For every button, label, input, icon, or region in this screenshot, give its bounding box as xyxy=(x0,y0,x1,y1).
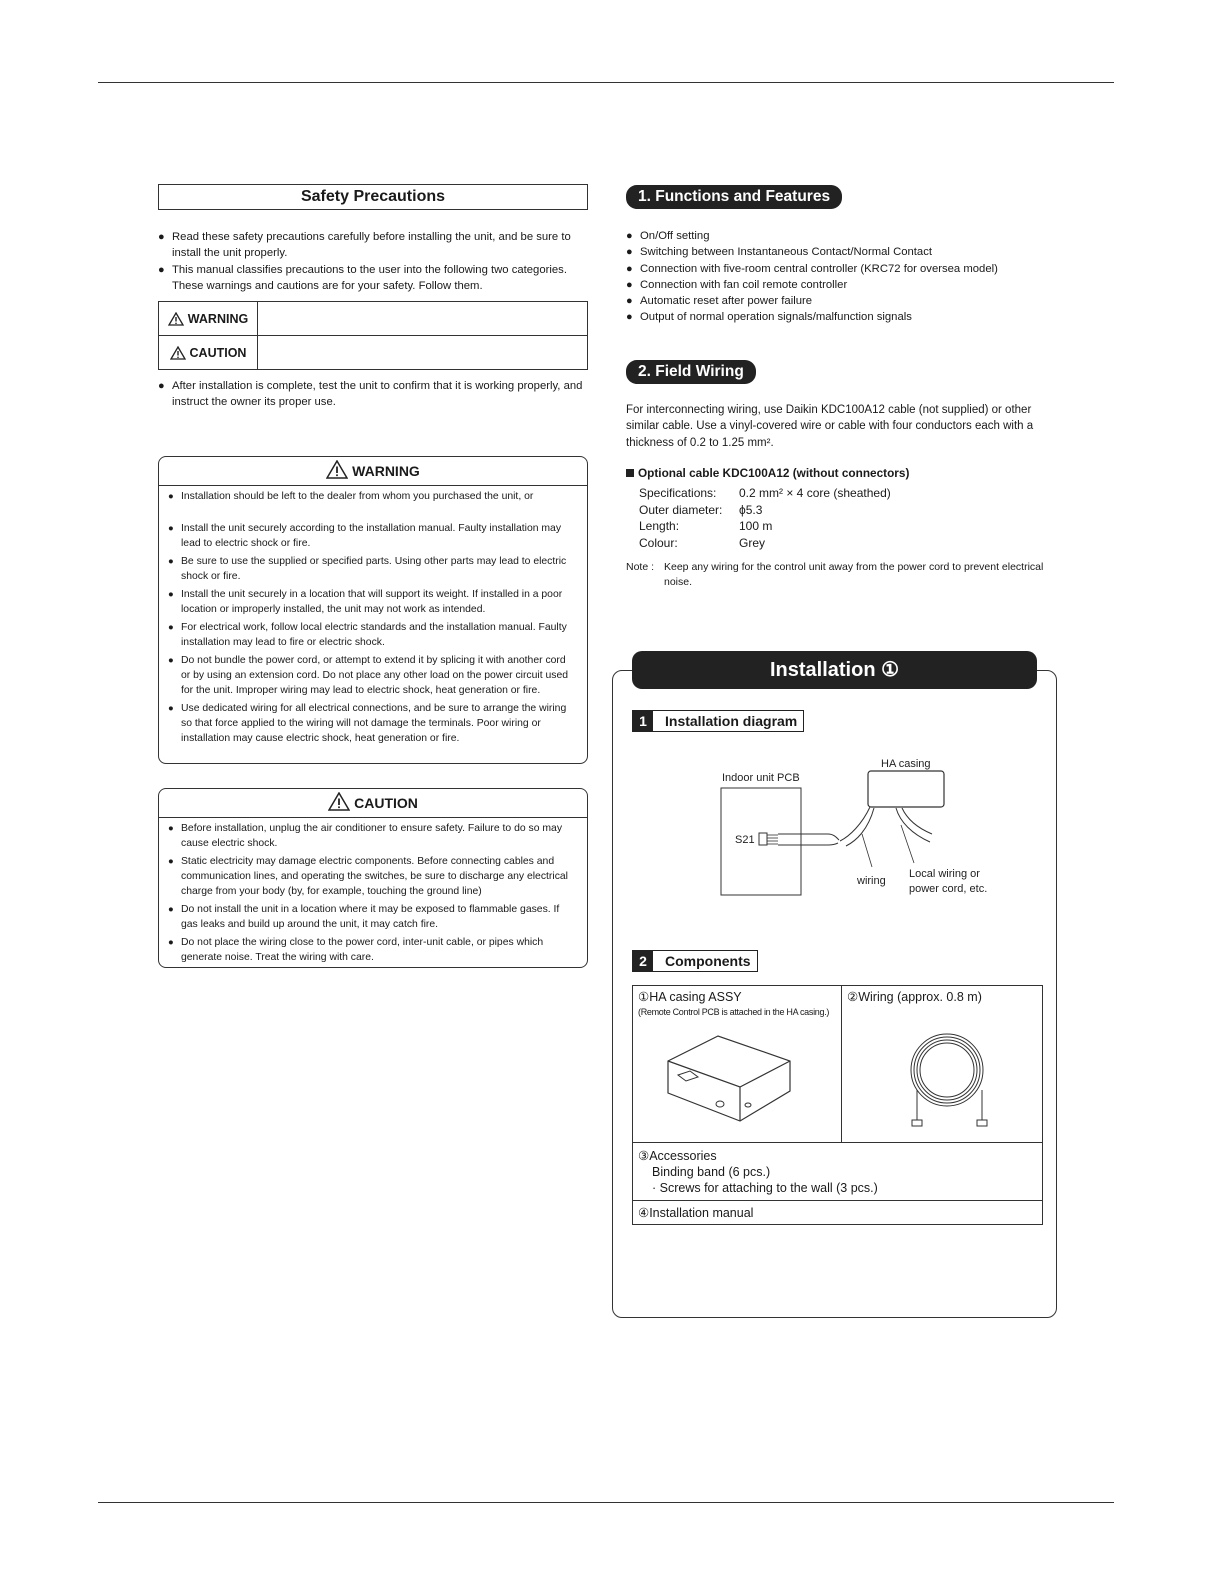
spec-label: Outer diameter: xyxy=(639,502,723,517)
list-item: ● Do not place the wiring close to the power cord, inter-unit cable, or pipes which generate noise. Treat the wiring with care. xyxy=(159,935,577,965)
table-row xyxy=(633,1143,1043,1201)
wiring-coil-illustration xyxy=(847,1008,1037,1133)
component-cell-3 xyxy=(633,1143,1043,1201)
table-row xyxy=(633,986,1043,1143)
installation-title-bar xyxy=(632,651,1037,689)
warning-triangle-icon xyxy=(168,312,184,326)
list-item: ● Connection with five-room central controller (KRC72 for oversea model) xyxy=(626,261,1066,277)
safety-intro xyxy=(158,229,586,294)
power-cord-label: power cord, etc. xyxy=(909,883,988,895)
wiring-note xyxy=(626,560,1046,590)
diagram-number: 1 xyxy=(633,711,653,731)
warning-desc-cell xyxy=(258,302,588,336)
list-item: ● This manual classifies precautions to the user into the following two categories. These warnings and cautions are for your safety. Follow them. xyxy=(158,262,586,295)
top-rule xyxy=(98,82,1114,83)
caution-triangle-icon xyxy=(170,346,186,360)
note-text: Keep any wiring for the control unit away from the power cord to prevent electrical noise. xyxy=(664,561,1044,588)
component-3-item: Binding band (6 pcs.) xyxy=(652,1165,771,1179)
components-heading xyxy=(632,950,758,972)
ha-casing-label: HA casing xyxy=(881,758,931,770)
caution-label: CAUTION xyxy=(189,345,247,360)
safety-title-box xyxy=(158,184,588,210)
list-item: ● Switching between Instantaneous Contact/Normal Contact xyxy=(626,244,1066,260)
connector-pins xyxy=(767,835,778,844)
list-item: ● Connection with fan coil remote controller xyxy=(626,277,1066,293)
caution-cell xyxy=(159,336,258,370)
component-cell-4 xyxy=(633,1201,1043,1225)
list-item: ● Install the unit securely in a location that will support its weight. If installed in a poor location or improperly installed, the unit may not work as intended. xyxy=(159,587,577,617)
cable-heading-text: Optional cable KDC100A12 (without connectors) xyxy=(638,466,910,480)
spec-label: Length: xyxy=(639,519,680,533)
caution-box xyxy=(158,788,588,968)
list-item: ● Installation should be left to the dealer from whom you purchased the unit, or xyxy=(159,489,577,504)
cable-spec-table xyxy=(639,485,891,551)
caution-box-title: CAUTION xyxy=(354,795,418,811)
spec-row xyxy=(639,502,891,519)
list-item: ● Use dedicated wiring for all electrical connections, and be sure to arrange the wiring so that force applied to the wiring will not damage the terminals. Poor wiring or installation may cause electric shock, heat generation or fire. xyxy=(159,701,577,746)
components-table xyxy=(632,985,1043,1225)
component-cell-1 xyxy=(633,986,842,1143)
component-cell-2 xyxy=(842,986,1043,1143)
list-item: ● Do not bundle the power cord, or attempt to extend it by splicing it with another cord or by using an extension cord. Do not place any other load on the power circuit used for the unit. Improper wiring may lead to electric shock, heat generation or fire. xyxy=(159,653,577,698)
functions-list xyxy=(626,228,1066,326)
diagram-heading xyxy=(632,710,804,732)
field-wiring-title: 2. Field Wiring xyxy=(626,360,756,384)
spec-label: Colour: xyxy=(639,535,678,550)
list-item: ● Static electricity may damage electric components. Before connecting cables and communication lines, and operating the switches, be sure to discharge any electrical charge from your body (by, for example, touching the ground line) xyxy=(159,854,577,899)
components-title: Components xyxy=(665,953,751,969)
wiring-paragraph: For interconnecting wiring, use Daikin KDC100A12 cable (not supplied) or other similar cable. Use a vinyl-covered wire or cable with four conductors each with a thickness of 0.2 to 1.25 mm². xyxy=(626,404,1034,449)
caution-desc-cell xyxy=(258,336,588,370)
spec-label: Specifications: xyxy=(639,486,717,500)
spec-row xyxy=(639,485,891,502)
caution-triangle-icon xyxy=(328,792,350,811)
components-number: 2 xyxy=(633,951,653,971)
s21-connector-shape xyxy=(759,833,767,845)
warning-box-title: WARNING xyxy=(352,463,420,479)
safety-title: Safety Precautions xyxy=(300,188,446,205)
local-wiring-label: Local wiring or xyxy=(909,868,980,880)
spec-value: ϕ5.3 xyxy=(739,502,763,517)
spec-value: Grey xyxy=(739,535,766,550)
component-2-label: ②Wiring (approx. 0.8 m) xyxy=(847,990,982,1004)
ha-casing-shape xyxy=(868,771,944,807)
cable-heading xyxy=(626,466,909,480)
list-item: ● After installation is complete, test the unit to confirm that it is working properly, and instruct the owner its proper use. xyxy=(158,378,586,411)
note-label: Note : xyxy=(626,561,655,573)
functions-title: 1. Functions and Features xyxy=(626,185,842,209)
list-item: ● Be sure to use the supplied or specified parts. Using other parts may lead to electric shock or fire. xyxy=(159,554,577,584)
bottom-rule xyxy=(98,1502,1114,1503)
list-item: ● Read these safety precautions carefully before installing the unit, and be sure to install the unit properly. xyxy=(158,229,586,262)
s21-label: S21 xyxy=(735,834,755,846)
component-3-item: · Screws for attaching to the wall (3 pcs.) xyxy=(652,1181,878,1195)
wiring-label: wiring xyxy=(857,875,886,887)
list-item: ● Automatic reset after power failure xyxy=(626,293,1066,309)
component-1-label: ①HA casing ASSY xyxy=(638,990,742,1004)
component-3-label: ③Accessories xyxy=(638,1149,717,1163)
diagram-title: Installation diagram xyxy=(665,713,798,729)
list-item: ● Output of normal operation signals/malfunction signals xyxy=(626,309,1066,325)
ha-casing-illustration xyxy=(638,1021,828,1131)
list-item: ● Do not install the unit in a location where it may be exposed to flammable gases. If gas leaks and build up around the unit, it may catch fire. xyxy=(159,902,577,932)
after-install-note xyxy=(158,378,586,411)
spec-value: 0.2 mm² × 4 core (sheathed) xyxy=(739,486,891,500)
warning-triangle-icon xyxy=(326,460,348,479)
pcb-label: Indoor unit PCB xyxy=(722,772,800,784)
warning-cell xyxy=(159,302,258,336)
warning-box-header xyxy=(159,457,587,486)
warning-label: WARNING xyxy=(187,311,249,326)
installation-title: Installation ① xyxy=(769,659,900,681)
list-item: ● On/Off setting xyxy=(626,228,1066,244)
table-row xyxy=(633,1201,1043,1225)
list-item: ● Before installation, unplug the air conditioner to ensure safety. Failure to do so may cause electric shock. xyxy=(159,821,577,851)
installation-diagram xyxy=(700,750,1020,905)
category-table xyxy=(158,301,588,370)
list-item: ● Install the unit securely according to the installation manual. Faulty installation may lead to electric shock or fire. xyxy=(159,521,577,551)
spec-value: 100 m xyxy=(739,519,773,533)
spec-row xyxy=(639,535,891,552)
leader-lines xyxy=(862,825,914,867)
indoor-pcb-shape xyxy=(721,788,801,895)
warning-box xyxy=(158,456,588,764)
component-4-label: ④Installation manual xyxy=(638,1206,754,1220)
spec-row xyxy=(639,518,891,535)
square-bullet-icon xyxy=(626,469,634,477)
component-1-note: (Remote Control PCB is attached in the HA casing.) xyxy=(638,1007,830,1017)
caution-box-header xyxy=(159,789,587,818)
list-item: ● For electrical work, follow local electric standards and the installation manual. Faulty installation may lead to fire or electric shock. xyxy=(159,620,577,650)
